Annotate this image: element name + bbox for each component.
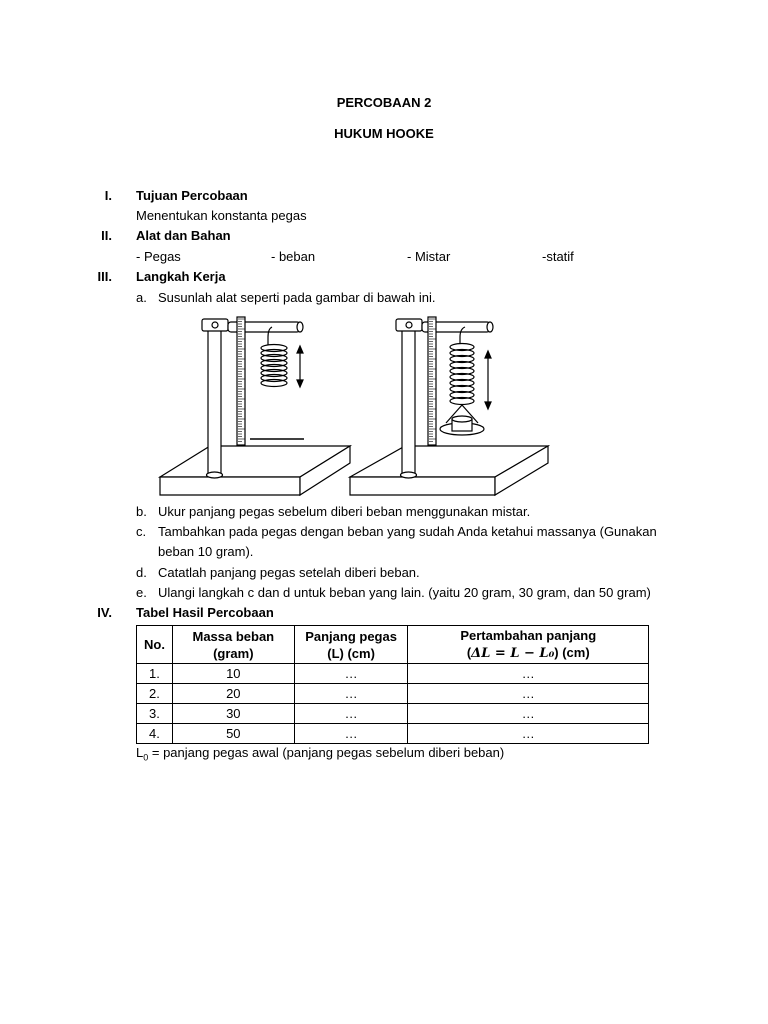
step-text-d: Catatlah panjang pegas setelah diberi beban. <box>158 565 420 580</box>
cell-no: 3. <box>137 704 173 724</box>
left-pole-foot <box>207 472 223 478</box>
right-spring <box>450 344 474 405</box>
cell-panjang: … <box>294 664 408 684</box>
cell-massa: 20 <box>172 684 294 704</box>
cell-pertambahan: … <box>408 724 649 744</box>
table-footnote: $L_0$ = panjang pegas awal (panjang pegas sebelum diberi beban) <box>136 745 505 763</box>
alat-item-beban: - beban <box>271 249 316 264</box>
cell-no: 2. <box>137 684 173 704</box>
cell-pertambahan: … <box>408 704 649 724</box>
right-base-front <box>350 477 495 495</box>
section-heading-tujuan: Tujuan Percobaan <box>136 188 248 203</box>
section-numeral-tabel: IV. <box>97 605 112 620</box>
table-row <box>137 664 649 684</box>
left-clamp-screw <box>212 322 218 328</box>
left-length-arrow <box>297 346 303 387</box>
formula-delta-l: ΔL = L − L₀ <box>471 646 555 661</box>
cell-massa: 30 <box>172 704 294 724</box>
right-stand <box>350 317 548 495</box>
results-table <box>136 625 649 744</box>
left-rod-end <box>297 322 303 332</box>
step-marker-b: b. <box>136 504 147 519</box>
table-row <box>137 704 649 724</box>
section-numeral-alat: II. <box>101 228 112 243</box>
section-numeral-tujuan: I. <box>104 188 112 203</box>
header-massa: Massa beban (gram) <box>172 626 294 664</box>
table-header-row <box>137 626 649 664</box>
cell-panjang: … <box>294 684 408 704</box>
page-title: PERCOBAAN 2 <box>336 95 432 110</box>
right-pole-foot <box>401 472 417 478</box>
step-marker-a: a. <box>136 290 147 305</box>
header-panjang: Panjang pegas (L) (cm) <box>294 626 408 664</box>
left-pole <box>208 325 221 475</box>
left-stand <box>160 317 350 495</box>
step-text-c-line2: beban 10 gram). <box>158 544 254 559</box>
step-marker-c: c. <box>136 524 147 539</box>
table-row <box>137 724 649 744</box>
header-no: No. <box>137 626 173 664</box>
section-heading-alat: Alat dan Bahan <box>136 228 231 243</box>
cell-massa: 50 <box>172 724 294 744</box>
section-heading-langkah: Langkah Kerja <box>136 269 226 284</box>
cell-no: 4. <box>137 724 173 744</box>
cell-panjang: … <box>294 724 408 744</box>
cell-panjang: … <box>294 704 408 724</box>
right-length-arrow <box>485 351 491 409</box>
right-rod-end <box>487 322 493 332</box>
step-marker-d: d. <box>136 565 147 580</box>
step-marker-e: e. <box>136 585 147 600</box>
step-text-b: Ukur panjang pegas sebelum diberi beban menggunakan mistar. <box>158 504 531 519</box>
alat-item-statif: -statif <box>542 249 574 264</box>
page-subtitle: HUKUM HOOKE <box>334 126 434 141</box>
table-row <box>137 684 649 704</box>
left-spring <box>261 345 287 387</box>
cell-pertambahan: … <box>408 664 649 684</box>
right-pole <box>402 325 415 475</box>
cell-massa: 10 <box>172 664 294 684</box>
left-base-front <box>160 477 300 495</box>
alat-item-mistar: - Mistar <box>407 249 451 264</box>
step-text-a: Susunlah alat seperti pada gambar di bawah ini. <box>158 290 436 305</box>
section-heading-tabel: Tabel Hasil Percobaan <box>136 605 274 620</box>
apparatus-illustration <box>150 305 550 500</box>
header-pertambahan: Pertambahan panjang (ΔL = L − L₀) (cm) <box>408 626 649 664</box>
right-mass-top <box>452 416 472 422</box>
step-text-e: Ulangi langkah c dan d untuk beban yang lain. (yaitu 20 gram, 30 gram, dan 50 gram) <box>158 585 651 600</box>
alat-item-pegas: - Pegas <box>136 249 181 264</box>
step-text-c-line1: Tambahkan pada pegas dengan beban yang sudah Anda ketahui massanya (Gunakan <box>158 524 657 539</box>
cell-pertambahan: … <box>408 684 649 704</box>
right-clamp-screw <box>406 322 412 328</box>
tujuan-text: Menentukan konstanta pegas <box>136 208 307 223</box>
cell-no: 1. <box>137 664 173 684</box>
section-numeral-langkah: III. <box>97 269 112 284</box>
